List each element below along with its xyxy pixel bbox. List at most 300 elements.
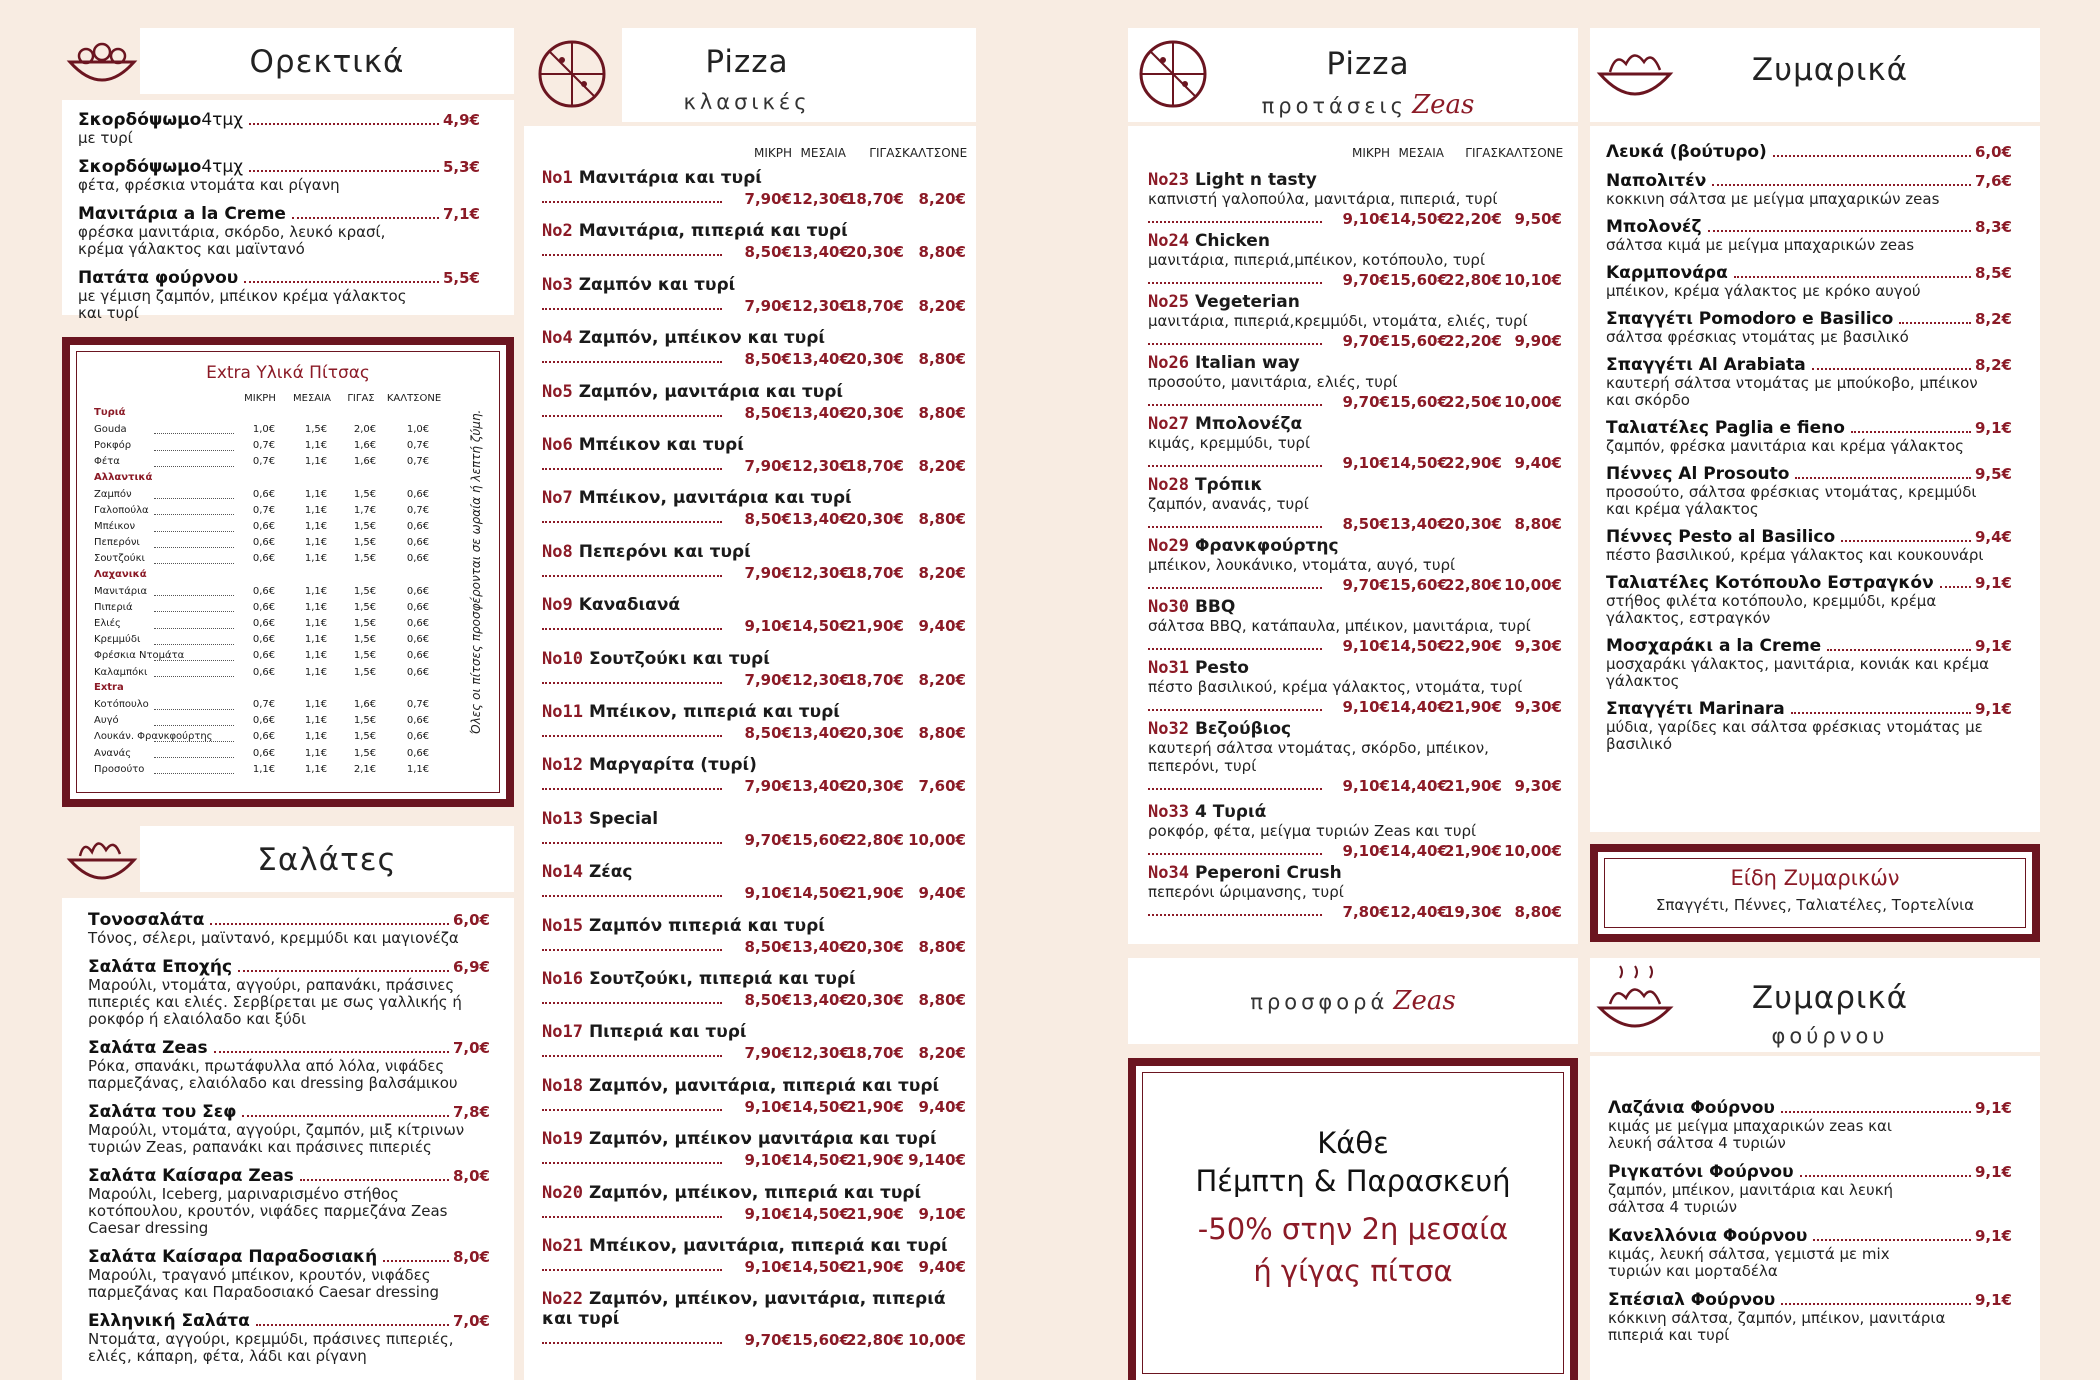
extra-price: 0,6€ (252, 666, 276, 678)
pizza-price: 14,50€ (1390, 637, 1448, 655)
pizza-item (542, 275, 966, 315)
pizza-name-row (542, 916, 966, 936)
pizza-number: No22 (542, 1289, 583, 1310)
menu-item-row (1608, 1162, 2012, 1182)
extra-price: 1,6€ (353, 698, 377, 710)
pizza-price: 15,60€ (1390, 332, 1448, 350)
pizza-price: 8,80€ (918, 403, 966, 422)
menu-item-description: παρμεζάνας, ελαιόλαδο και dressing βαλσάμικου (88, 1074, 458, 1092)
pizza-price: 20,30€ (846, 937, 904, 956)
pizza-price-row (1148, 574, 1562, 594)
leader-dots (542, 521, 722, 523)
pizza-price-row (542, 1203, 966, 1223)
pizza-number: No25 (1148, 292, 1189, 312)
pizza-price: 21,90€ (846, 617, 904, 636)
pizza-price-row (542, 669, 966, 689)
pizza-name-row (542, 809, 966, 829)
extra-price: 0,7€ (406, 698, 430, 710)
menu-item-description: Τόνος, σέλερι, μαϊντανό, κρεμμύδι και μαγιονέζα (88, 929, 459, 947)
pizza-price: 8,80€ (918, 510, 966, 529)
pizza-price-row (542, 1256, 966, 1276)
pizza-price: 22,80€ (1444, 271, 1502, 289)
pizza-price: 14,50€ (1390, 210, 1448, 228)
menu-item-name: Πέννες Pesto al Basilico (1606, 527, 1836, 547)
pizza-price: 9,70€ (1342, 576, 1390, 594)
pizza-item (542, 649, 966, 689)
zymarika-panel (1590, 126, 2040, 832)
leader-dots (1148, 788, 1322, 790)
extra-price: 1,1€ (304, 698, 328, 710)
leader-dots (542, 895, 722, 897)
pizza-classic-subtitle: κλασικές (683, 90, 811, 114)
zymarika-title: Ζυμαρικά (1751, 52, 1909, 88)
extra-price: 0,7€ (406, 504, 430, 516)
pizza-price: 14,50€ (792, 617, 850, 636)
pizza-price-row (542, 402, 966, 422)
pizza-name: Ζαμπόν, μανιτάρια και τυρί (578, 381, 844, 402)
menu-item-price: 9,1€ (1974, 700, 2012, 718)
menu-item-price: 7,8€ (452, 1103, 490, 1121)
leader-dots (542, 682, 722, 684)
menu-item-price: 4,9€ (442, 111, 480, 129)
column-header: ΓΙΓΑΣ (1465, 146, 1498, 160)
leader-dots (300, 1179, 449, 1181)
pizza-number: No13 (542, 808, 583, 829)
extra-price: 0,6€ (406, 488, 430, 500)
pizza-name: Μανιτάρια και τυρί (578, 168, 762, 188)
pizza-name-row (1148, 292, 1562, 312)
prosfora-label: προσφορά (1250, 990, 1389, 1014)
pizza-name-row (542, 542, 966, 562)
pizza-price: 7,90€ (744, 670, 792, 689)
leader-dots (1899, 322, 1971, 324)
pizza-name-row (542, 435, 966, 455)
extra-price: 0,6€ (406, 601, 430, 613)
pizza-item (542, 435, 966, 475)
pizza-price: 7,90€ (744, 563, 792, 582)
leader-dots (154, 644, 234, 645)
pizza-name: 4 Τυριά (1194, 802, 1267, 822)
extra-price: 0,7€ (252, 439, 276, 451)
pizza-price-row (542, 1096, 966, 1116)
extra-row (94, 729, 448, 745)
extra-price: 1,1€ (304, 634, 328, 646)
pizza-name-row (542, 1022, 966, 1042)
pizza-price: 21,90€ (1444, 842, 1502, 860)
extra-ingredient: Κρεμμύδι (94, 634, 141, 646)
pizza-price: 13,40€ (792, 510, 850, 529)
leader-dots (542, 1162, 722, 1164)
pizza-description: ζαμπόν, ανανάς, τυρί (1148, 495, 1309, 513)
leader-dots (1148, 526, 1322, 528)
pasta-bowl-icon (1590, 30, 1680, 120)
leader-dots (238, 970, 449, 972)
pizza-price: 9,10€ (744, 884, 792, 903)
column-header: ΚΑΛΤΣΟΝΕ (1498, 146, 1564, 160)
pizza-number: No6 (542, 435, 573, 455)
extra-price: 1,0€ (406, 423, 430, 435)
menu-item-price: 9,1€ (1974, 1099, 2012, 1117)
extra-price: 1,5€ (304, 423, 328, 435)
leader-dots (154, 514, 234, 515)
pizza-name-row (542, 488, 966, 508)
extra-price: 0,6€ (252, 731, 276, 743)
extra-row (94, 437, 448, 453)
extra-ingredient: Σουτζούκι (94, 553, 145, 565)
pizza-description: πέστο βασιλικού, κρέμα γάλακτος, ντομάτα, τυρί (1148, 678, 1523, 696)
pizza-price: 13,40€ (792, 243, 850, 262)
menu-item-description: Ρόκα, σπανάκι, πρωτάφυλλα από λόλα, νιφάδες (88, 1057, 445, 1075)
pizza-number: No26 (1148, 353, 1189, 373)
leader-dots (1148, 282, 1322, 284)
extra-price: 0,6€ (252, 520, 276, 532)
pizza-price: 9,40€ (918, 617, 966, 636)
pizza-price: 8,80€ (918, 937, 966, 956)
extra-ingredient: Φέτα (94, 456, 120, 468)
pizza-name-row (542, 1129, 966, 1149)
leader-dots (154, 466, 234, 467)
pizza-price: 9,70€ (744, 1331, 792, 1350)
pizza-item (542, 1022, 966, 1062)
pizza-item (1148, 536, 1562, 594)
pizza-price: 7,60€ (918, 777, 966, 796)
leader-dots (249, 123, 439, 125)
pizza-number: No15 (542, 915, 583, 936)
menu-item (1606, 171, 2012, 208)
pizza-price: 12,30€ (792, 457, 850, 475)
menu-item-price: 9,4€ (1974, 528, 2012, 546)
extra-price: 1,5€ (353, 634, 377, 646)
pizza-name-row (542, 382, 966, 402)
menu-item (88, 1311, 490, 1365)
menu-item-price: 8,2€ (1974, 310, 2012, 328)
pizza-price: 15,60€ (1390, 271, 1448, 289)
menu-item-price: 9,1€ (1974, 574, 2012, 592)
pizza-name-row (542, 1076, 966, 1096)
leader-dots (154, 498, 234, 499)
menu-item-name: Μανιτάρια a la Creme (78, 204, 286, 224)
pizza-price: 8,50€ (744, 510, 792, 529)
menu-item-price: 7,6€ (1974, 172, 2012, 190)
pizza-classic-title: Pizza (705, 44, 789, 80)
pizza-item (1148, 802, 1562, 860)
menu-item-name: Σκορδόψωμο (78, 110, 202, 130)
menu-item-description: Μαρούλι, Iceberg, μαριναρισμένο στήθος (88, 1185, 399, 1203)
pizza-price: 20,30€ (1444, 515, 1502, 533)
menu-item-name: Ναπολιτέν (1606, 171, 1707, 191)
pizza-price: 7,90€ (744, 296, 792, 315)
pizza-price: 18,70€ (846, 1044, 904, 1063)
appetizer-bowl-icon (62, 28, 142, 94)
pizza-number: No33 (1148, 802, 1189, 822)
extra-ingredient: Κοτόπουλο (94, 698, 149, 710)
menu-item-price: 8,0€ (452, 1167, 490, 1185)
leader-dots (154, 660, 234, 661)
pizza-number: No21 (542, 1236, 583, 1256)
pizza-price-row (542, 722, 966, 742)
pizza-price: 21,90€ (846, 1258, 904, 1276)
pizza-price: 7,90€ (744, 457, 792, 475)
pizza-name-row (1148, 414, 1562, 434)
pizza-number: No12 (542, 755, 583, 776)
menu-item-description: σάλτσα φρέσκιας ντομάτας με βασιλικό (1606, 328, 1909, 346)
pizza-number: No34 (1148, 863, 1189, 883)
pizza-name-row (1148, 475, 1562, 495)
menu-item (1606, 418, 2012, 455)
pizza-name-row (542, 221, 966, 241)
pizza-price: 22,20€ (1444, 210, 1502, 228)
pizza-price-row (542, 241, 966, 261)
menu-item-row (88, 1247, 490, 1267)
pizza-price: 8,80€ (1514, 515, 1562, 533)
menu-item (1606, 527, 2012, 564)
pizza-price: 10,10€ (1504, 271, 1562, 289)
menu-item-description: μοσχαράκι γάλακτος, μανιτάρια, κονιάκ και κρέμα (1606, 655, 1990, 673)
pizza-item (542, 221, 966, 261)
pizza-price: 9,40€ (918, 1258, 966, 1276)
pizza-description: καυτερή σάλτσα ντομάτας, σκόρδο, μπέικον, (1148, 739, 1489, 757)
extra-price: 0,7€ (406, 456, 430, 468)
pizza-name: Σουτζούκι και τυρί (588, 648, 770, 669)
pizza-price-row (542, 882, 966, 902)
column-header: ΚΑΛΤΣΟΝΕ (902, 146, 968, 160)
leader-dots (1148, 343, 1322, 345)
extra-price: 0,6€ (252, 601, 276, 613)
pizza-name: Καναδιανά (578, 595, 681, 616)
pizza-price: 10,00€ (908, 830, 966, 849)
leader-dots (242, 1115, 449, 1117)
pizza-price: 9,10€ (1342, 698, 1390, 716)
menu-item-description: σάλτσα κιμά με μείγμα μπαχαρικών zeas (1606, 236, 1915, 254)
pizza-number: No9 (542, 595, 573, 616)
pizza-price: 13,40€ (1390, 515, 1448, 533)
pizza-name: Μαργαρίτα (τυρί) (588, 755, 757, 776)
menu-item (1606, 309, 2012, 346)
pizza-price: 8,20€ (918, 563, 966, 582)
pizza-item (542, 595, 966, 635)
pizza-description: καπνιστή γαλοπούλα, μανιτάρια, πιπεριά, τυρί (1148, 190, 1498, 208)
pizza-item (1148, 719, 1562, 795)
extra-ingredient: Φρέσκια Ντομάτα (94, 650, 185, 662)
extra-price: 1,1€ (304, 601, 328, 613)
pizza-price: 22,80€ (1444, 576, 1502, 594)
menu-item-description: με γέμιση ζαμπόν, μπέικον κρέμα γάλακτος (78, 287, 407, 305)
menu-item-row (1608, 1290, 2012, 1310)
pizza-number: No14 (542, 862, 583, 883)
pizza-price: 14,50€ (792, 1204, 850, 1223)
extra-price: 1,5€ (353, 731, 377, 743)
leader-dots (1148, 709, 1322, 711)
pizza-classic-panel (524, 126, 976, 1380)
extra-ingredient: Ζαμπόν (94, 488, 132, 500)
extra-ingredient: Γαλοπούλα (94, 504, 149, 516)
pizza-item (542, 916, 966, 956)
pizza-price: 8,80€ (1514, 903, 1562, 921)
extra-price: 1,1€ (304, 715, 328, 727)
menu-item-description: και σκόρδο (1606, 391, 1690, 409)
pizza-name-row (1148, 231, 1562, 251)
extra-price: 1,5€ (353, 537, 377, 549)
orektika-title: Ορεκτικά (249, 44, 405, 80)
pizza-price: 9,90€ (1514, 332, 1562, 350)
menu-item-description: φέτα, φρέσκια ντομάτα και ρίγανη (78, 176, 340, 194)
pizza-price: 8,50€ (744, 243, 792, 262)
leader-dots (1734, 276, 1971, 278)
leader-dots (154, 773, 234, 774)
pizza-item (1148, 863, 1562, 921)
leader-dots (210, 923, 449, 925)
pizza-number: No29 (1148, 536, 1189, 556)
pizza-price: 21,90€ (846, 1097, 904, 1116)
pizza-price: 9,10€ (744, 1204, 792, 1223)
leader-dots (1791, 712, 1971, 714)
offer-line-2: Πέμπτη & Παρασκευή (1195, 1164, 1511, 1198)
pizza-price: 20,30€ (846, 724, 904, 742)
extra-row (94, 486, 448, 502)
pizza-number: No7 (542, 488, 573, 509)
menu-item-row (88, 1102, 490, 1122)
pizza-price: 21,90€ (846, 1204, 904, 1223)
pizza-name-row (1148, 536, 1562, 556)
menu-item-name: Σκορδόψωμο (78, 157, 202, 177)
pizza-name-row (542, 702, 966, 722)
menu-item-name: Λαζάνια Φούρνου (1608, 1098, 1775, 1118)
column-header: ΜΕΣΑΙΑ (1398, 146, 1444, 160)
menu-item-name: Λευκά (βούτυρο) (1606, 142, 1767, 162)
menu-item-description: λευκή σάλτσα 4 τυριών (1608, 1134, 1786, 1152)
menu-item-row (88, 1038, 490, 1058)
menu-item-description: κιμάς, λευκή σάλτσα, γεμιστά με mix (1608, 1245, 1890, 1263)
pizza-number: No19 (542, 1129, 583, 1150)
menu-item-row (1606, 527, 2012, 547)
menu-item-qty: 4τμχ (201, 110, 244, 130)
pizza-price-row (542, 775, 966, 795)
menu-item-description: Caesar dressing (88, 1219, 209, 1237)
pizza-number: No27 (1148, 414, 1189, 434)
menu-item-row (88, 910, 490, 930)
pizza-price: 9,50€ (1514, 210, 1562, 228)
pizza-price: 10,00€ (1504, 842, 1562, 860)
extra-price: 0,6€ (406, 520, 430, 532)
menu-item-row (78, 204, 480, 224)
pizza-name: Chicken (1194, 231, 1270, 251)
pizza-name: Ζαμπόν, μπέικον μανιτάρια και τυρί (588, 1129, 937, 1150)
pizza-price: 8,80€ (918, 991, 966, 1009)
menu-item-description: παρμεζάνας και Παραδοσιακό Caesar dressing (88, 1283, 439, 1301)
extra-column-header: ΚΑΛΤΣΟΝΕ (386, 393, 442, 404)
pizza-price-row (542, 936, 966, 956)
pizza-name-row (1148, 170, 1562, 190)
pizza-item (1148, 292, 1562, 350)
extra-price: 1,5€ (353, 747, 377, 759)
pizza-price: 18,70€ (846, 190, 904, 208)
leader-dots (154, 433, 234, 434)
pizza-item (542, 1236, 966, 1276)
extra-price: 0,6€ (252, 537, 276, 549)
pizza-item (542, 1183, 966, 1223)
leader-dots (154, 709, 234, 710)
pizza-price: 8,80€ (918, 350, 966, 369)
menu-item (1608, 1162, 2012, 1216)
leader-dots (244, 281, 439, 283)
extra-price: 0,6€ (406, 553, 430, 565)
pizza-price: 14,50€ (1390, 454, 1448, 472)
extra-row (94, 583, 448, 599)
menu-item-name: Κανελλόνια Φούρνου (1608, 1226, 1808, 1246)
menu-item-name: Μοσχαράκι a la Creme (1606, 636, 1822, 656)
extra-row (94, 761, 448, 777)
extra-row (94, 615, 448, 631)
pizza-price: 22,80€ (846, 830, 904, 849)
leader-dots (154, 547, 234, 548)
pizza-name-row (1148, 863, 1562, 883)
extra-ingredient: Καλαμπόκι (94, 666, 148, 678)
leader-dots (1795, 477, 1971, 479)
leader-dots (542, 842, 722, 844)
extra-price: 0,6€ (252, 585, 276, 597)
pizza-number: No32 (1148, 719, 1189, 739)
offer-line-1: Κάθε (1317, 1126, 1389, 1160)
menu-item-description: Μαρούλι, ντομάτα, αγγούρι, ραπανάκι, πράσινες (88, 976, 455, 994)
menu-item-price: 9,1€ (1974, 637, 2012, 655)
pizza-price-row (1148, 208, 1562, 228)
leader-dots (542, 361, 722, 363)
pizza-item (542, 862, 966, 902)
extra-category: Τυριά (94, 407, 126, 418)
pizza-price: 8,80€ (918, 724, 966, 742)
pizza-price: 9,10€ (744, 617, 792, 636)
menu-item-description: γάλακτος (1606, 672, 1680, 690)
pizza-price-row (1148, 513, 1562, 533)
menu-item-row (88, 957, 490, 977)
pizza-name: BBQ (1194, 597, 1236, 617)
extra-price: 1,1€ (304, 504, 328, 516)
pizza-name: Vegeterian (1194, 292, 1300, 312)
pizza-price: 10,00€ (1504, 393, 1562, 411)
zymarika-fournou-title: Ζυμαρικά (1751, 980, 1909, 1016)
pizza-price-row (542, 455, 966, 475)
leader-dots (542, 575, 722, 577)
menu-item-description: ζαμπόν, φρέσκα μανιτάρια και κρέμα γάλακτος (1606, 437, 1964, 455)
pizza-price-row (1148, 901, 1562, 921)
pizza-price: 9,10€ (1342, 637, 1390, 655)
prosfora-offer-frame (1128, 1058, 1578, 1380)
pizza-name: Pesto (1194, 658, 1249, 678)
pizza-proposals-subtitle-row (1218, 90, 1518, 120)
extra-price: 1,1€ (304, 553, 328, 565)
pizza-price: 8,20€ (918, 670, 966, 689)
extra-row (94, 713, 448, 729)
pizza-price-row (1148, 391, 1562, 411)
menu-item (78, 268, 480, 322)
pizza-name-row (542, 1289, 966, 1309)
menu-item-price: 5,3€ (442, 158, 480, 176)
extra-price: 1,1€ (304, 585, 328, 597)
pizza-price: 9,10€ (1342, 777, 1390, 795)
menu-item-description: φρέσκα μανιτάρια, σκόρδο, λευκό κρασί, (78, 223, 386, 241)
menu-item-name: Καρμπονάρα (1606, 263, 1728, 283)
pizza-description: προσούτο, μανιτάρια, ελιές, τυρί (1148, 373, 1398, 391)
pizza-description: πεπερόνι ώριμανσης, τυρί (1148, 883, 1344, 901)
menu-item-name: Σαλάτα Zeas (88, 1038, 208, 1058)
pizza-price: 20,30€ (846, 991, 904, 1009)
extra-ingredient: Πιπεριά (94, 601, 133, 613)
pizza-price: 7,80€ (1342, 903, 1390, 921)
extra-ingredient: Ροκφόρ (94, 439, 132, 451)
pizza-price-row (1148, 330, 1562, 350)
leader-dots (1940, 586, 1971, 588)
pizza-description: μπέικον, λουκάνικο, ντομάτα, αυγό, τυρί (1148, 556, 1456, 574)
